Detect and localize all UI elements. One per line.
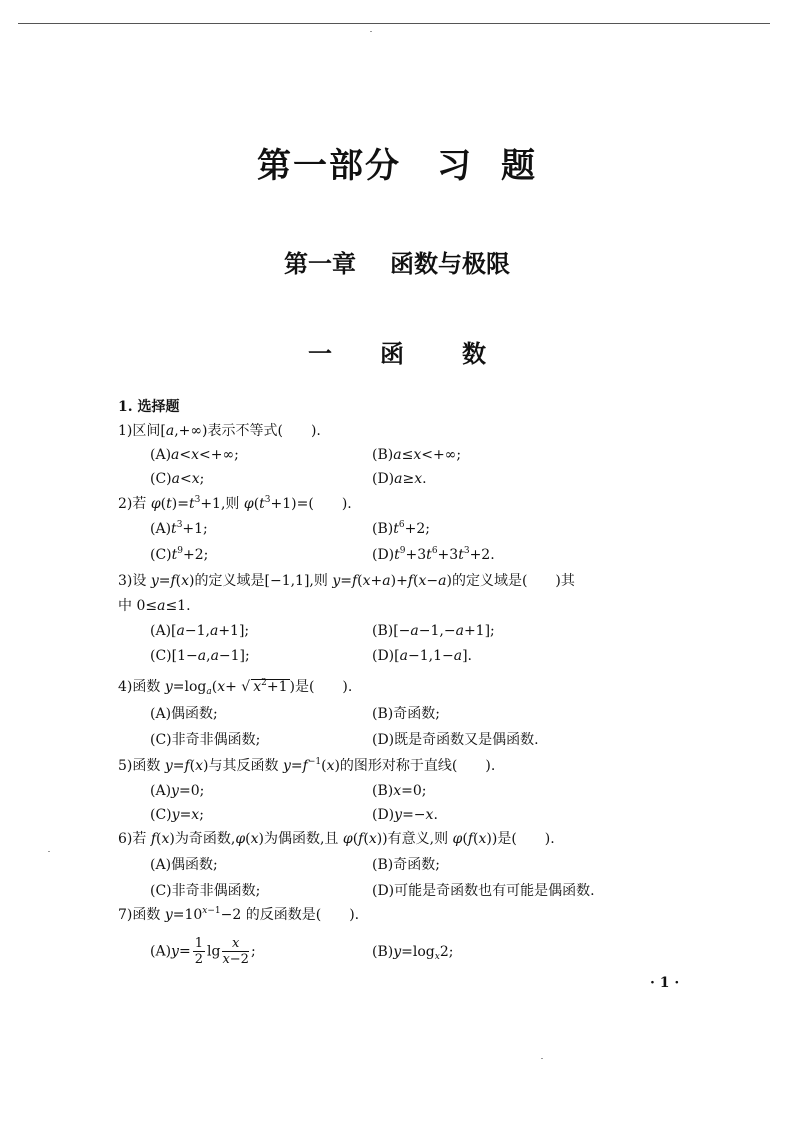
section-title: 一 函 数: [308, 339, 486, 368]
question-4-option-a: (A)偶函数;: [150, 706, 218, 722]
question-4-option-c: (C)非奇非偶函数;: [150, 732, 261, 748]
question-3-option-d: (D)[a−1,1−a].: [372, 648, 472, 664]
exercise-heading: 1. 选择题: [118, 399, 180, 415]
question-2-option-c: $(C)t^9+2$;: [150, 546, 209, 563]
question-1-option-c: (C)a<x;: [150, 471, 205, 487]
question-5-option-d: (D)y=−x.: [372, 807, 438, 823]
question-5-option-a: (A)y=0;: [150, 783, 205, 799]
question-6-option-d: (D)可能是奇函数也有可能是偶函数.: [372, 883, 595, 899]
question-1-option-a: (A)a<x<+∞;: [150, 447, 239, 463]
question-7-stem: 7)函数 $y=10^{x-1}-2$ 的反函数是( ).: [118, 906, 360, 923]
part-title: 第一部分 习 题: [257, 146, 537, 186]
question-2-option-d: $(D)t^9+3t^6+3t^3+2$.: [372, 546, 495, 563]
question-4-stem: 4)函数 $y=\log_a(x+$ √ $x^2+1$ )是( ).: [118, 678, 353, 697]
question-4-option-b: (B)奇函数;: [372, 706, 440, 722]
question-6-stem: 6)若 f(x)为奇函数,φ(x)为偶函数,且 φ(f(x))有意义,则 φ(f(x))是( ).: [118, 831, 555, 847]
question-6-option-a: (A)偶函数;: [150, 857, 218, 873]
question-1-stem: 1)区间[a,+∞)表示不等式( ).: [118, 423, 321, 439]
question-3-option-b: (B)[−a−1,−a+1];: [372, 623, 495, 639]
question-5-stem: 5)函数 y=f(x)与其反函数 $y=f^{-1}(x)$的图形对称于直线( ).: [118, 757, 496, 774]
header-rule: [18, 23, 770, 24]
question-2-option-a: $(A)t^3+1$;: [150, 520, 208, 537]
scan-speck: [48, 851, 50, 852]
question-2-option-b: $(B)t^6+2$;: [372, 520, 430, 537]
page-number: · 1 ·: [650, 975, 680, 991]
question-3-option-c: (C)[1−a,a−1];: [150, 648, 250, 664]
question-6-option-b: (B)奇函数;: [372, 857, 440, 873]
question-1-option-b: (B)a≤x<+∞;: [372, 447, 462, 463]
question-5-option-c: (C)y=x;: [150, 807, 204, 823]
question-3-option-a: (A)[a−1,a+1];: [150, 623, 250, 639]
question-2-stem: 2)若 $\varphi(t)=t^3+1$,则 $\varphi(t^3+1)=$( ).: [118, 495, 352, 512]
question-4-option-d: (D)既是奇函数又是偶函数.: [372, 732, 539, 748]
question-7-option-a: (A)y= $\frac{1}{2}$ lg $\frac{x}{x-2}$ ;: [150, 936, 256, 967]
chapter-title: 第一章 函数与极限: [284, 250, 510, 278]
question-5-option-b: (B)x=0;: [372, 783, 427, 799]
question-7-option-b: $(B)y=\log_x2$;: [372, 944, 454, 962]
question-3-stem: 3)设 y=f(x)的定义域是[−1,1],则 y=f(x+a)+f(x−a)的定义域是( )其: [118, 573, 575, 589]
scan-speck: [541, 1058, 543, 1059]
question-6-option-c: (C)非奇非偶函数;: [150, 883, 261, 899]
question-3-stem-continued: 中 0≤a≤1.: [118, 598, 191, 614]
scan-speck: [370, 31, 372, 32]
question-1-option-d: (D)a≥x.: [372, 471, 427, 487]
